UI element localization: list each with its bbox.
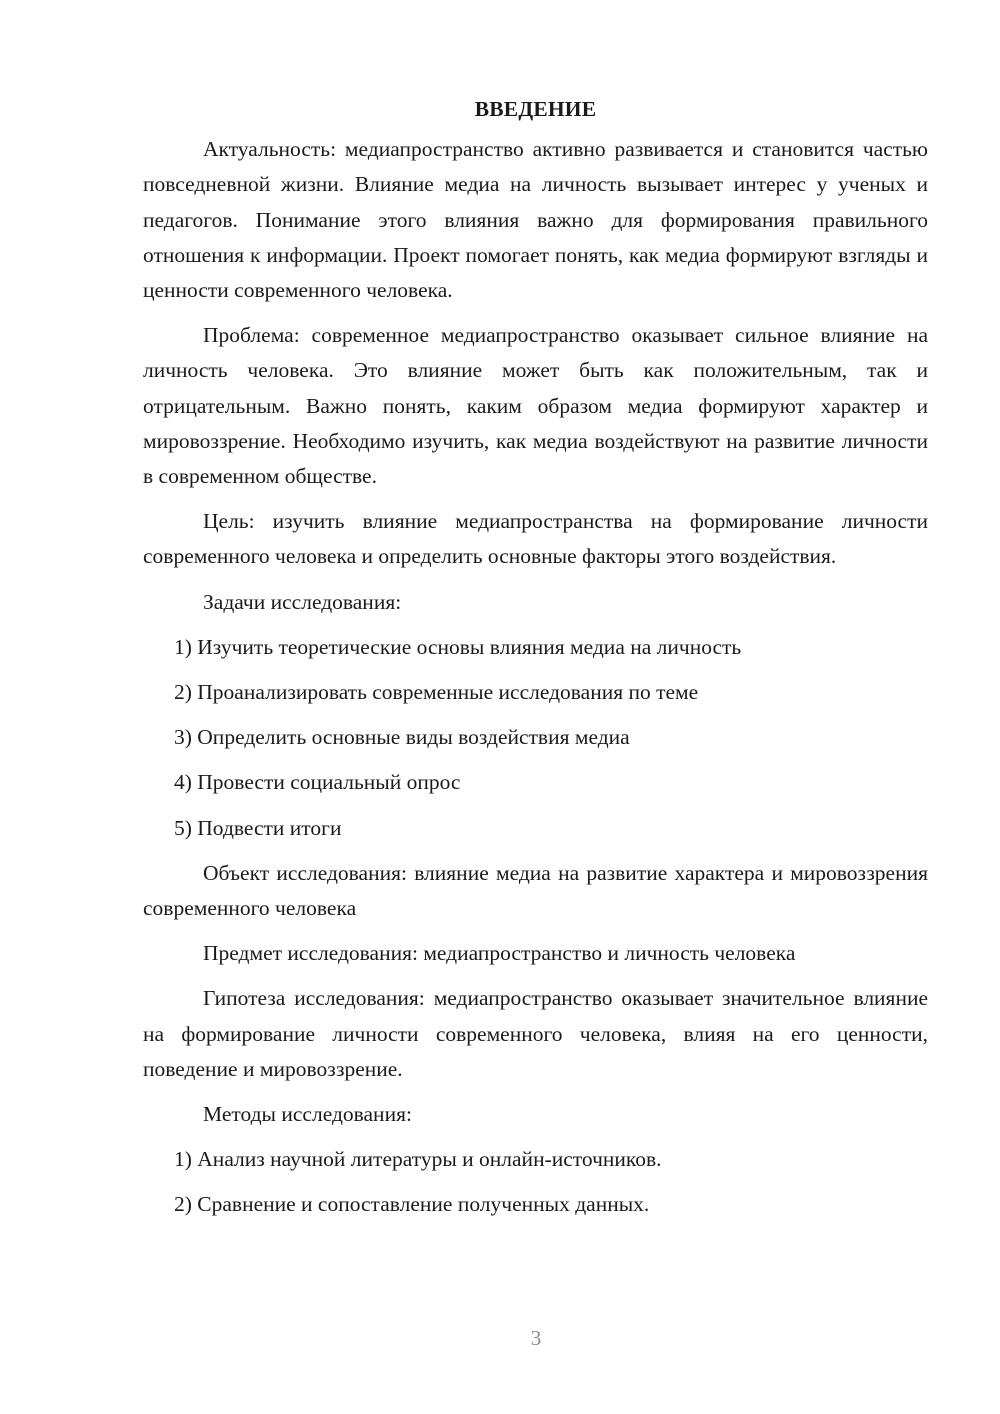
hypothesis-paragraph: Гипотеза исследования: медиапространство оказывает значительное влияние на формирование личности современного человека, влияя на его ценности, поведение и мировоззрение. <box>143 986 928 1081</box>
tasks-label: Задачи исследования: <box>203 589 402 614</box>
subject-paragraph: Предмет исследования: медиапространство и личность человека <box>203 941 796 966</box>
page-title: ВВЕДЕНИЕ <box>474 97 597 121</box>
method-item: 1) Анализ научной литературы и онлайн-источников. <box>174 1147 662 1172</box>
method-item: 2) Сравнение и сопоставление полученных данных. <box>174 1192 650 1217</box>
task-item: 4) Провести социальный опрос <box>174 770 461 795</box>
object-paragraph: Объект исследования: влияние медиа на развитие характера и мировоззрения современного человека <box>143 860 928 921</box>
task-item: 3) Определить основные виды воздействия медиа <box>174 725 630 750</box>
task-item: 5) Подвести итоги <box>174 815 342 840</box>
page-number: 3 <box>530 1326 542 1350</box>
problem-paragraph: Проблема: современное медиапространство оказывает сильное влияние на личность человека. Это влияние может быть как положительным, так и отрицательным. Важно понять, каким образом медиа формируют характер и мировоззрение. Необходимо изучить, как медиа воздействуют на развитие личности в современном обществе. <box>143 323 928 489</box>
relevance-paragraph: Актуальность: медиапространство активно развивается и становится частью повседневной жизни. Влияние медиа на личность вызывает интерес у ученых и педагогов. Понимание этого влияния важно для формирования правильного отношения к информации. Проект помогает понять, как медиа формируют взгляды и ценности современного человека. <box>143 137 928 303</box>
document-page <box>143 92 928 1233</box>
methods-label: Методы исследования: <box>203 1102 412 1127</box>
task-item: 1) Изучить теоретические основы влияния медиа на личность <box>174 634 742 659</box>
goal-paragraph: Цель: изучить влияние медиапространства на формирование личности современного человека и определить основные факторы этого воздействия. <box>143 509 928 569</box>
task-item: 2) Проанализировать современные исследования по теме <box>174 680 699 705</box>
